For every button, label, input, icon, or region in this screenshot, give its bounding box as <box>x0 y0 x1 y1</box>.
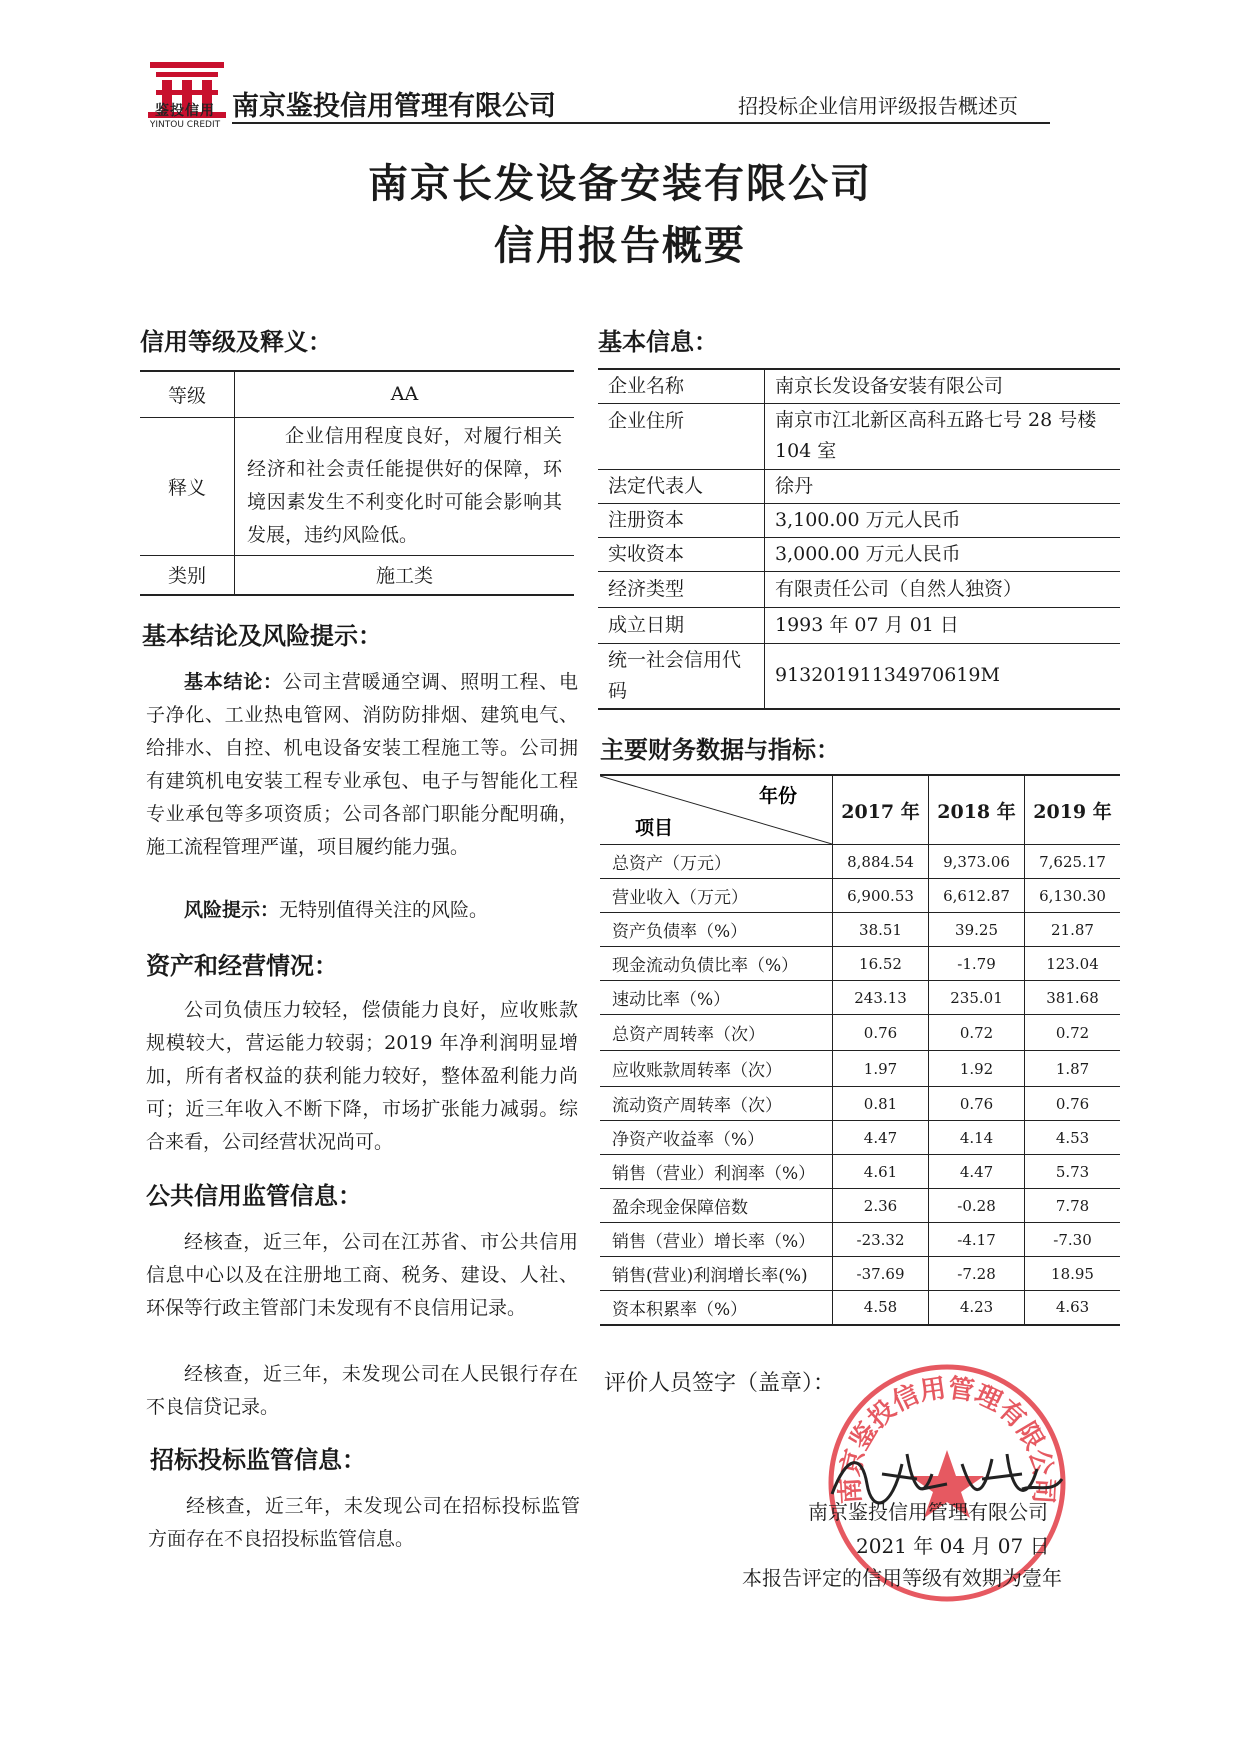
basic-info-value: 南京市江北新区高科五路七号 28 号楼 104 室 <box>765 403 1121 469</box>
basic-conclusion-text: 公司主营暖通空调、照明工程、电子净化、工业热电管网、消防防排烟、建筑电气、给排水、自控、机电设备安装工程施工等。公司拥有建筑机电安装工程专业承包、电子与智能化工程专业承包等多项资质；公司各部门职能分配明确，施工流程管理严谨，项目履约能力强。 <box>146 671 578 858</box>
financial-value: -1.79 <box>929 947 1025 981</box>
financial-table <box>600 774 1120 1326</box>
rating-definition-label: 释义 <box>140 417 235 555</box>
basic-info-value: 91320191134970619M <box>765 643 1121 709</box>
risk-warning-label: 风险提示： <box>184 899 280 921</box>
financial-value: 4.61 <box>833 1155 929 1189</box>
financial-value: 0.81 <box>833 1087 929 1121</box>
financial-row-label: 销售(营业)利润增长率(%) <box>600 1257 833 1291</box>
public-credit-paragraph-2: 经核查，近三年，未发现公司在人民银行存在不良信贷记录。 <box>146 1363 578 1418</box>
public-credit-section-title: 公共信用监管信息： <box>146 1182 362 1210</box>
year-header: 2017 年 <box>833 775 929 845</box>
bidding-section-title: 招标投标监管信息： <box>150 1446 366 1474</box>
financial-value: 0.72 <box>1025 1015 1120 1051</box>
financial-value: -0.28 <box>929 1189 1025 1223</box>
financial-value: 0.76 <box>833 1015 929 1051</box>
financial-value: 1.87 <box>1025 1051 1120 1087</box>
basic-info-value: 1993 年 07 月 01 日 <box>765 607 1121 643</box>
financial-row-label: 总资产（万元） <box>600 845 833 879</box>
financial-value: 123.04 <box>1025 947 1120 981</box>
basic-info-label: 实收资本 <box>598 537 765 571</box>
table-header-diagonal-cell <box>600 775 833 845</box>
basic-info-value: 3,000.00 万元人民币 <box>765 537 1121 571</box>
financial-value: -7.28 <box>929 1257 1025 1291</box>
financial-value: -7.30 <box>1025 1223 1120 1257</box>
diagonal-line <box>600 776 832 844</box>
financial-value: 381.68 <box>1025 981 1120 1015</box>
basic-info-label: 注册资本 <box>598 503 765 537</box>
basic-info-value: 南京长发设备安装有限公司 <box>765 369 1121 403</box>
financial-value: 1.92 <box>929 1051 1025 1087</box>
financial-value: 4.58 <box>833 1291 929 1325</box>
basic-info-label: 企业名称 <box>598 369 765 403</box>
rating-table <box>140 370 574 596</box>
basic-info-value: 徐丹 <box>765 469 1121 503</box>
financial-value: 18.95 <box>1025 1257 1120 1291</box>
financial-row-label: 营业收入（万元） <box>600 879 833 913</box>
financial-value: 4.47 <box>929 1155 1025 1189</box>
financial-value: 4.23 <box>929 1291 1025 1325</box>
financials-section-title: 主要财务数据与指标： <box>600 736 840 764</box>
financial-value: 4.63 <box>1025 1291 1120 1325</box>
rating-validity-note: 本报告评定的信用等级有效期为壹年 <box>742 1566 1062 1590</box>
financial-value: -23.32 <box>833 1223 929 1257</box>
basic-conclusion-label: 基本结论： <box>184 671 283 693</box>
financial-value: 4.14 <box>929 1121 1025 1155</box>
financial-row-label: 应收账款周转率（次） <box>600 1051 833 1087</box>
basic-conclusion <box>146 666 578 864</box>
rating-category-value: 施工类 <box>235 555 575 595</box>
financial-value: 6,612.87 <box>929 879 1025 913</box>
report-title-subtitle: 信用报告概要 <box>494 223 746 269</box>
financial-value: 5.73 <box>1025 1155 1120 1189</box>
financial-row-label: 盈余现金保障倍数 <box>600 1189 833 1223</box>
financial-row-label: 总资产周转率（次） <box>600 1015 833 1051</box>
financial-value: 2.36 <box>833 1189 929 1223</box>
financial-value: 4.53 <box>1025 1121 1120 1155</box>
logo-brand-text: 鉴投信用 <box>155 103 215 119</box>
financial-value: 4.47 <box>833 1121 929 1155</box>
financial-value: 1.97 <box>833 1051 929 1087</box>
basic-info-label: 成立日期 <box>598 607 765 643</box>
header-company-name: 南京鉴投信用管理有限公司 <box>232 91 556 122</box>
public-credit-paragraph-1: 经核查，近三年，公司在江苏省、市公共信用信息中心以及在注册地工商、税务、建设、人社、环保等行政主管部门未发现有不良信用记录。 <box>146 1231 578 1319</box>
header-year-label: 年份 <box>758 785 798 807</box>
year-header: 2018 年 <box>929 775 1025 845</box>
financial-value: 0.72 <box>929 1015 1025 1051</box>
basic-info-section-title: 基本信息： <box>598 328 718 356</box>
rating-category-label: 类别 <box>140 555 235 595</box>
rating-level-value: AA <box>235 371 575 417</box>
financial-row-label: 资本积累率（%） <box>600 1291 833 1325</box>
operations-text: 公司负债压力较轻，偿债能力良好，应收账款规模较大，营运能力较弱；2019 年净利润明显增加，所有者权益的获利能力较好，整体盈利能力尚可；近三年收入不断下降，市场扩张能力减弱。综合来看，公司经营状况尚可。 <box>146 999 578 1153</box>
rating-level-label: 等级 <box>140 371 235 417</box>
operations-section-title: 资产和经营情况： <box>146 952 338 980</box>
basic-info-table <box>598 368 1120 710</box>
basic-info-value: 3,100.00 万元人民币 <box>765 503 1121 537</box>
financial-value: 21.87 <box>1025 913 1120 947</box>
rating-definition-text: 企业信用程度良好，对履行相关经济和社会责任能提供好的保障，环境因素发生不利变化时可能会影响其发展，违约风险低。 <box>235 417 575 555</box>
financial-value: 0.76 <box>929 1087 1025 1121</box>
financial-value: 235.01 <box>929 981 1025 1015</box>
stamp-text: 南京鉴投信用管理有限公司 <box>835 1373 1059 1505</box>
basic-info-label: 法定代表人 <box>598 469 765 503</box>
basic-info-label: 经济类型 <box>598 571 765 607</box>
risk-warning-text: 无特别值得关注的风险。 <box>279 899 489 921</box>
financial-value: 8,884.54 <box>833 845 929 879</box>
logo-english-text: YINTOU CREDIT <box>149 120 221 130</box>
financial-row-label: 销售（营业）利润率（%） <box>600 1155 833 1189</box>
financial-value: 9,373.06 <box>929 845 1025 879</box>
basic-info-value: 有限责任公司（自然人独资） <box>765 571 1121 607</box>
financial-value: 7,625.17 <box>1025 845 1120 879</box>
basic-info-label: 企业住所 <box>598 403 765 469</box>
basic-info-label: 统一社会信用代码 <box>598 643 765 709</box>
financial-row-label: 现金流动负债比率（%） <box>600 947 833 981</box>
header-document-type: 招投标企业信用评级报告概述页 <box>738 94 1018 118</box>
financial-value: 243.13 <box>833 981 929 1015</box>
signature-label: 评价人员签字（盖章）： <box>604 1371 836 1396</box>
conclusion-section-title: 基本结论及风险提示： <box>142 622 382 650</box>
financial-value: 7.78 <box>1025 1189 1120 1223</box>
rating-section-title: 信用等级及释义： <box>140 328 332 356</box>
header-divider <box>232 122 1050 124</box>
risk-warning <box>146 894 578 927</box>
signature-date: 2021 年 04 月 07 日 <box>856 1534 1050 1558</box>
financial-row-label: 流动资产周转率（次） <box>600 1087 833 1121</box>
financial-value: 6,130.30 <box>1025 879 1120 913</box>
financial-value: 16.52 <box>833 947 929 981</box>
financial-row-label: 净资产收益率（%） <box>600 1121 833 1155</box>
financial-value: 0.76 <box>1025 1087 1120 1121</box>
financial-row-label: 销售（营业）增长率（%） <box>600 1223 833 1257</box>
financial-value: 6,900.53 <box>833 879 929 913</box>
year-header: 2019 年 <box>1025 775 1120 845</box>
financial-row-label: 资产负债率（%） <box>600 913 833 947</box>
financial-value: 38.51 <box>833 913 929 947</box>
signature-company: 南京鉴投信用管理有限公司 <box>808 1500 1048 1524</box>
financial-value: -4.17 <box>929 1223 1025 1257</box>
financial-row-label: 速动比率（%） <box>600 981 833 1015</box>
report-title-company: 南京长发设备安装有限公司 <box>368 161 872 207</box>
bidding-text: 经核查，近三年，未发现公司在招标投标监管方面存在不良招投标监管信息。 <box>148 1495 580 1550</box>
header-item-label: 项目 <box>634 817 674 839</box>
financial-value: -37.69 <box>833 1257 929 1291</box>
financial-value: 39.25 <box>929 913 1025 947</box>
